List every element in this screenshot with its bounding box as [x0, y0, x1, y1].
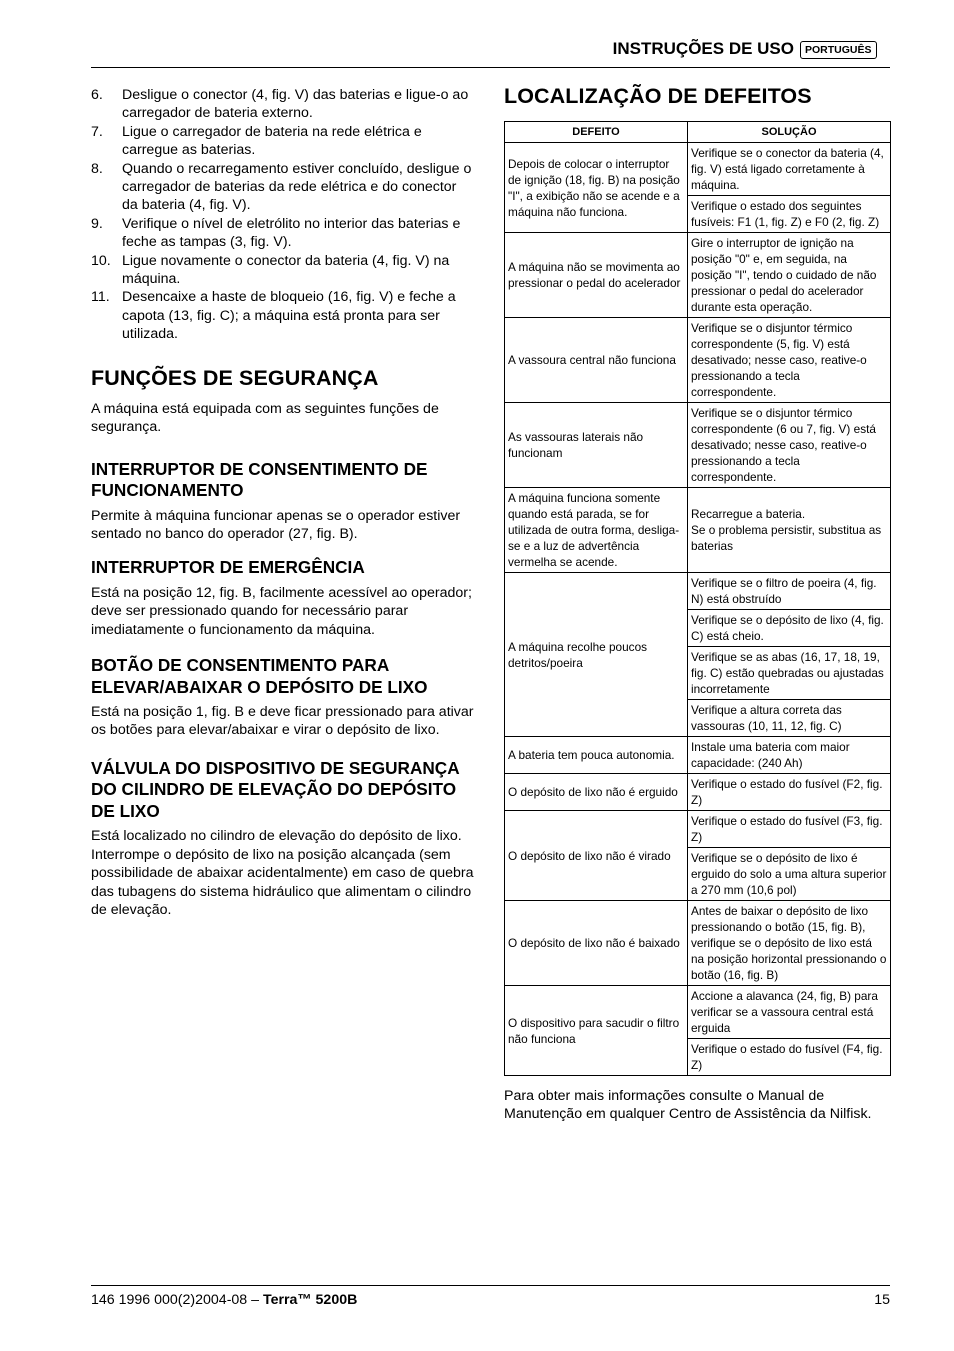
- troubleshooting-table: [504, 121, 891, 1076]
- table-row: [505, 737, 891, 774]
- solution-cell: Verifique se o disjuntor térmico correspondente (5, fig. V) está desativado; nesse caso, reative-o pressionando a tecla correspondente.: [688, 318, 891, 403]
- section-heading: BOTÃO DE CONSENTIMENTO PARA ELEVAR/ABAIXAR O DEPÓSITO DE LIXO: [91, 655, 428, 697]
- solution-cell: Verifique o estado do fusível (F2, fig. Z): [688, 774, 891, 811]
- left-column: [91, 86, 475, 919]
- right-column: [504, 84, 891, 1124]
- step-number: 9.: [91, 215, 103, 232]
- solution-cell: Verifique se o disjuntor térmico correspondente (6 ou 7, fig. V) está desativado; nesse caso, reative-o pressionando a tecla correspondente.: [688, 403, 891, 488]
- safety-intro: A máquina está equipada com as seguintes funções de segurança.: [91, 400, 439, 436]
- fault-cell: As vassouras laterais não funcionam: [505, 403, 688, 488]
- solution-cell: Verifique se o filtro de poeira (4, fig. N) está obstruído: [688, 573, 891, 610]
- step-text: Ligue novamente o conector da bateria (4, fig. V) na máquina.: [122, 252, 450, 288]
- safety-sections: [91, 459, 475, 920]
- fault-cell: A vassoura central não funciona: [505, 318, 688, 403]
- footer-document-code: [91, 1292, 357, 1308]
- step-text: Quando o recarregamento estiver concluído, desligue o carregador de baterias da rede elétrica e do conector da bateria (4, fig. V).: [122, 160, 472, 214]
- table-row: [505, 233, 891, 318]
- solution-cell: Accione a alavanca (24, fig, B) para verificar se a vassoura central está erguida: [688, 986, 891, 1039]
- solution-cell: Verifique se o depósito de lixo é erguido do solo a uma altura superior a 270 mm (10,6 pol): [688, 848, 891, 901]
- troubleshooting-title: LOCALIZAÇÃO DE DEFEITOS: [504, 84, 812, 108]
- table-row: [505, 811, 891, 848]
- table-row: [505, 143, 891, 196]
- step-number: 7.: [91, 123, 103, 140]
- step-number: 10.: [91, 252, 111, 269]
- fault-cell: Depois de colocar o interruptor de ignição (18, fig. B) na posição "I", a exibição não se acende e a máquina não funciona.: [505, 143, 688, 233]
- solution-cell: Antes de baixar o depósito de lixo pressionando o botão (15, fig. B), verifique se o depósito de lixo está na posição horizontal pressionando o botão (16, fig. B): [688, 901, 891, 986]
- solution-cell: Verifique o estado do fusível (F3, fig. Z): [688, 811, 891, 848]
- table-row: [505, 901, 891, 986]
- section-paragraph: Está na posição 12, fig. B, facilmente acessível ao operador; deve ser pressionado quando for necessário parar imediatamente o funcionamento da máquina.: [91, 584, 472, 638]
- section-heading: VÁLVULA DO DISPOSITIVO DE SEGURANÇA DO CILINDRO DE ELEVAÇÃO DO DEPÓSITO DE LIXO: [91, 757, 459, 821]
- footer-page-number: 15: [874, 1292, 890, 1308]
- solution-cell: Verifique o estado do fusível (F4, fig. Z): [688, 1039, 891, 1076]
- troubleshooting-note: Para obter mais informações consulte o Manual de Manutenção em qualquer Centro de Assistência da Nilfisk.: [504, 1088, 872, 1123]
- fault-cell: A máquina não se movimenta ao pressionar o pedal do acelerador: [505, 233, 688, 318]
- fault-cell: A bateria tem pouca autonomia.: [505, 737, 688, 774]
- step-text: Desencaixe a haste de bloqueio (16, fig. V) e feche a capota (13, fig. C); a máquina está pronta para ser utilizada.: [122, 289, 456, 343]
- step-number: 6.: [91, 87, 103, 103]
- solution-cell: Verifique o estado dos seguintes fusíveis: F1 (1, fig. Z) e F0 (2, fig. Z): [688, 196, 891, 233]
- fault-cell: A máquina funciona somente quando está parada, se for utilizada de outra forma, desliga-se e a luz de advertência vermelha se acende.: [505, 488, 688, 573]
- step-text: Ligue o carregador de bateria na rede elétrica e carregue as baterias.: [122, 123, 422, 159]
- section-paragraph: Permite à máquina funcionar apenas se o operador estiver sentado no banco do operador (27, fig. B).: [91, 507, 461, 542]
- fault-cell: O depósito de lixo não é virado: [505, 811, 688, 901]
- table-row: [505, 488, 891, 573]
- solution-cell: Recarregue a bateria. Se o problema persistir, substitua as baterias: [688, 488, 891, 573]
- solution-cell: Verifique se o depósito de lixo (4, fig. C) está cheio.: [688, 610, 891, 647]
- header-divider: [91, 67, 890, 68]
- list-item: [91, 160, 475, 215]
- step-text: Verifique o nível de eletrólito no interior das baterias e feche as tampas (3, fig. V).: [122, 215, 461, 251]
- solution-cell: Gire o interruptor de ignição na posição "0" e, em seguida, na posição "I", tendo o cuidado de não pressionar o pedal do acelerador durante esta operação.: [688, 233, 891, 318]
- solution-cell: Instale uma bateria com maior capacidade: (240 Ah): [688, 737, 891, 774]
- footer-product: Terra™ 5200B: [262, 1292, 358, 1308]
- table-row: [505, 573, 891, 610]
- steps-list: [91, 86, 475, 344]
- table-row: [505, 318, 891, 403]
- footer-divider: [91, 1285, 890, 1286]
- list-item: [91, 252, 475, 289]
- fault-cell: O depósito de lixo não é erguido: [505, 774, 688, 811]
- column-header-solution: SOLUÇÃO: [688, 122, 891, 143]
- step-number: 11.: [91, 289, 110, 306]
- table-row: [505, 774, 891, 811]
- header-title: INSTRUÇÕES DE USO: [612, 39, 794, 58]
- solution-cell: Verifique se as abas (16, 17, 18, 19, fig. C) estão quebradas ou ajustadas incorretamente: [688, 647, 891, 700]
- language-badge: PORTUGUÊS: [800, 41, 877, 59]
- column-header-fault: DEFEITO: [505, 122, 688, 143]
- footer-code: 146 1996 000(2)2004-08 –: [91, 1292, 263, 1308]
- solution-cell: Verifique se o conector da bateria (4, fig. V) está ligado corretamente à máquina.: [688, 143, 891, 196]
- step-text: Desligue o conector (4, fig. V) das baterias e ligue-o ao carregador de bateria externo.: [122, 87, 469, 122]
- solution-cell: Verifique a altura correta das vassouras (10, 11, 12, fig. C): [688, 700, 891, 737]
- list-item: [91, 215, 475, 252]
- section-heading: INTERRUPTOR DE CONSENTIMENTO DE FUNCIONAMENTO: [91, 458, 428, 500]
- list-item: [91, 123, 475, 160]
- section-paragraph: Está localizado no cilindro de elevação do depósito de lixo.: [91, 828, 462, 845]
- section-paragraph: Interrompe o depósito de lixo na posição alcançada (sem possibilidade de abaixar acidentalmente) em caso de quebra das tubagens do sistema hidráulico que alimentam o cilindro de elevação.: [91, 846, 474, 918]
- list-item: [91, 86, 475, 123]
- table-header-row: [505, 122, 891, 143]
- section-paragraph: Está na posição 1, fig. B e deve ficar pressionado para ativar os botões para elevar/abaixar e virar o depósito de lixo.: [91, 704, 474, 739]
- fault-cell: A máquina recolhe poucos detritos/poeira: [505, 573, 688, 737]
- fault-cell: O depósito de lixo não é baixado: [505, 901, 688, 986]
- step-number: 8.: [91, 160, 103, 177]
- table-row: [505, 986, 891, 1039]
- table-row: [505, 403, 891, 488]
- section-heading: INTERRUPTOR DE EMERGÊNCIA: [91, 557, 365, 578]
- fault-cell: O dispositivo para sacudir o filtro não funciona: [505, 986, 688, 1076]
- list-item: [91, 288, 475, 343]
- safety-title: FUNÇÕES DE SEGURANÇA: [91, 365, 379, 390]
